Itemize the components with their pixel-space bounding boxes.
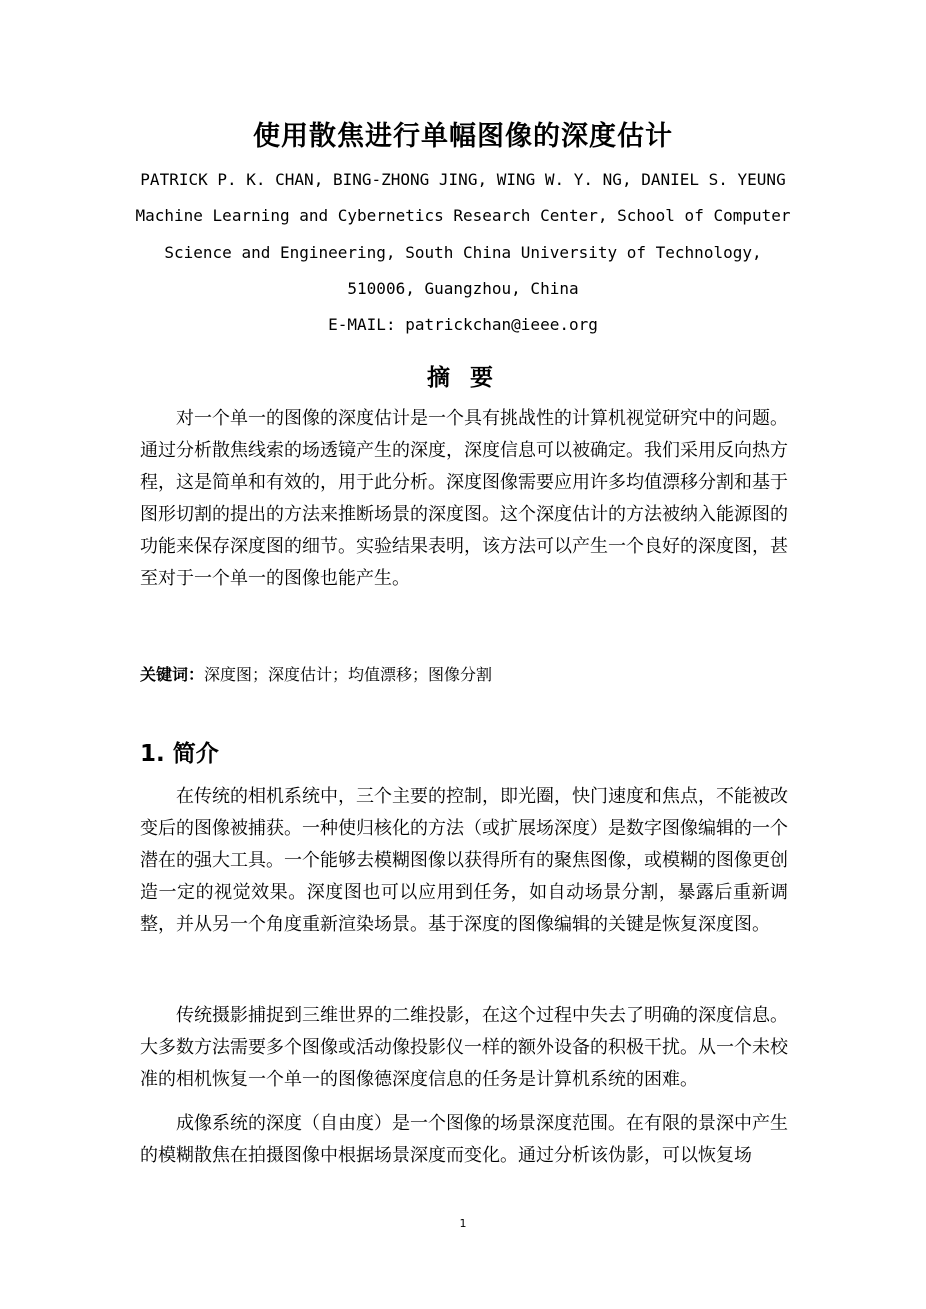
author-email: E-MAIL: patrickchan@ieee.org [328,315,598,334]
page-number: 1 [459,1217,467,1230]
section-heading-introduction: 1. 简介 [140,741,219,767]
abstract-text: 对一个单一的图像的深度估计是一个具有挑战性的计算机视觉研究中的问题。通过分析散焦线索的场透镜产生的深度，深度信息可以被确定。我们采用反向热方程，这是简单和有效的，用于此分析。深度图像需要应用许多均值漂移分割和基于图形切割的提出的方法来推断场景的深度图。这个深度估计的方法被纳入能源图的功能来保存深度图的细节。实验结果表明，该方法可以产生一个良好的深度图，甚至对于一个单一的图像也能产生。 [140,408,788,589]
keywords [140,660,788,690]
intro-paragraph-3: 成像系统的深度（自由度）是一个图像的场景深度范围。在有限的景深中产生的模糊散焦在拍摄图像中根据场景深度而变化。通过分析该伪影，可以恢复场 [140,1113,788,1166]
affiliation-line-2: Science and Engineering, South China University of Technology, [164,243,762,262]
paper-title: 使用散焦进行单幅图像的深度估计 [253,121,673,152]
keywords-text: 深度图；深度估计；均值漂移；图像分割 [204,665,493,684]
affiliation-line-3: 510006, Guangzhou, China [347,279,579,298]
keywords-label: 关键词： [140,665,205,684]
intro-paragraph-1: 在传统的相机系统中，三个主要的控制，即光圈，快门速度和焦点，不能被改变后的图像被捕获。一种使归核化的方法（或扩展场深度）是数字图像编辑的一个潜在的强大工具。一个能够去模糊图像以获得所有的聚焦图像，或模糊的图像更创造一定的视觉效果。深度图也可以应用到任务，如自动场景分割，暴露后重新调整，并从另一个角度重新渲染场景。基于深度的图像编辑的关键是恢复深度图。 [140,786,788,935]
author-list: PATRICK P. K. CHAN, BING-ZHONG JING, WING W. Y. NG, DANIEL S. YEUNG [140,170,786,189]
abstract-heading: 摘 要 [426,365,499,391]
intro-paragraph-2: 传统摄影捕捉到三维世界的二维投影，在这个过程中失去了明确的深度信息。大多数方法需要多个图像或活动像投影仪一样的额外设备的积极干扰。从一个未校准的相机恢复一个单一的图像德深度信息的任务是计算机系统的困难。 [140,1005,788,1090]
affiliation-line-1: Machine Learning and Cybernetics Research Center, School of Computer [135,206,791,225]
